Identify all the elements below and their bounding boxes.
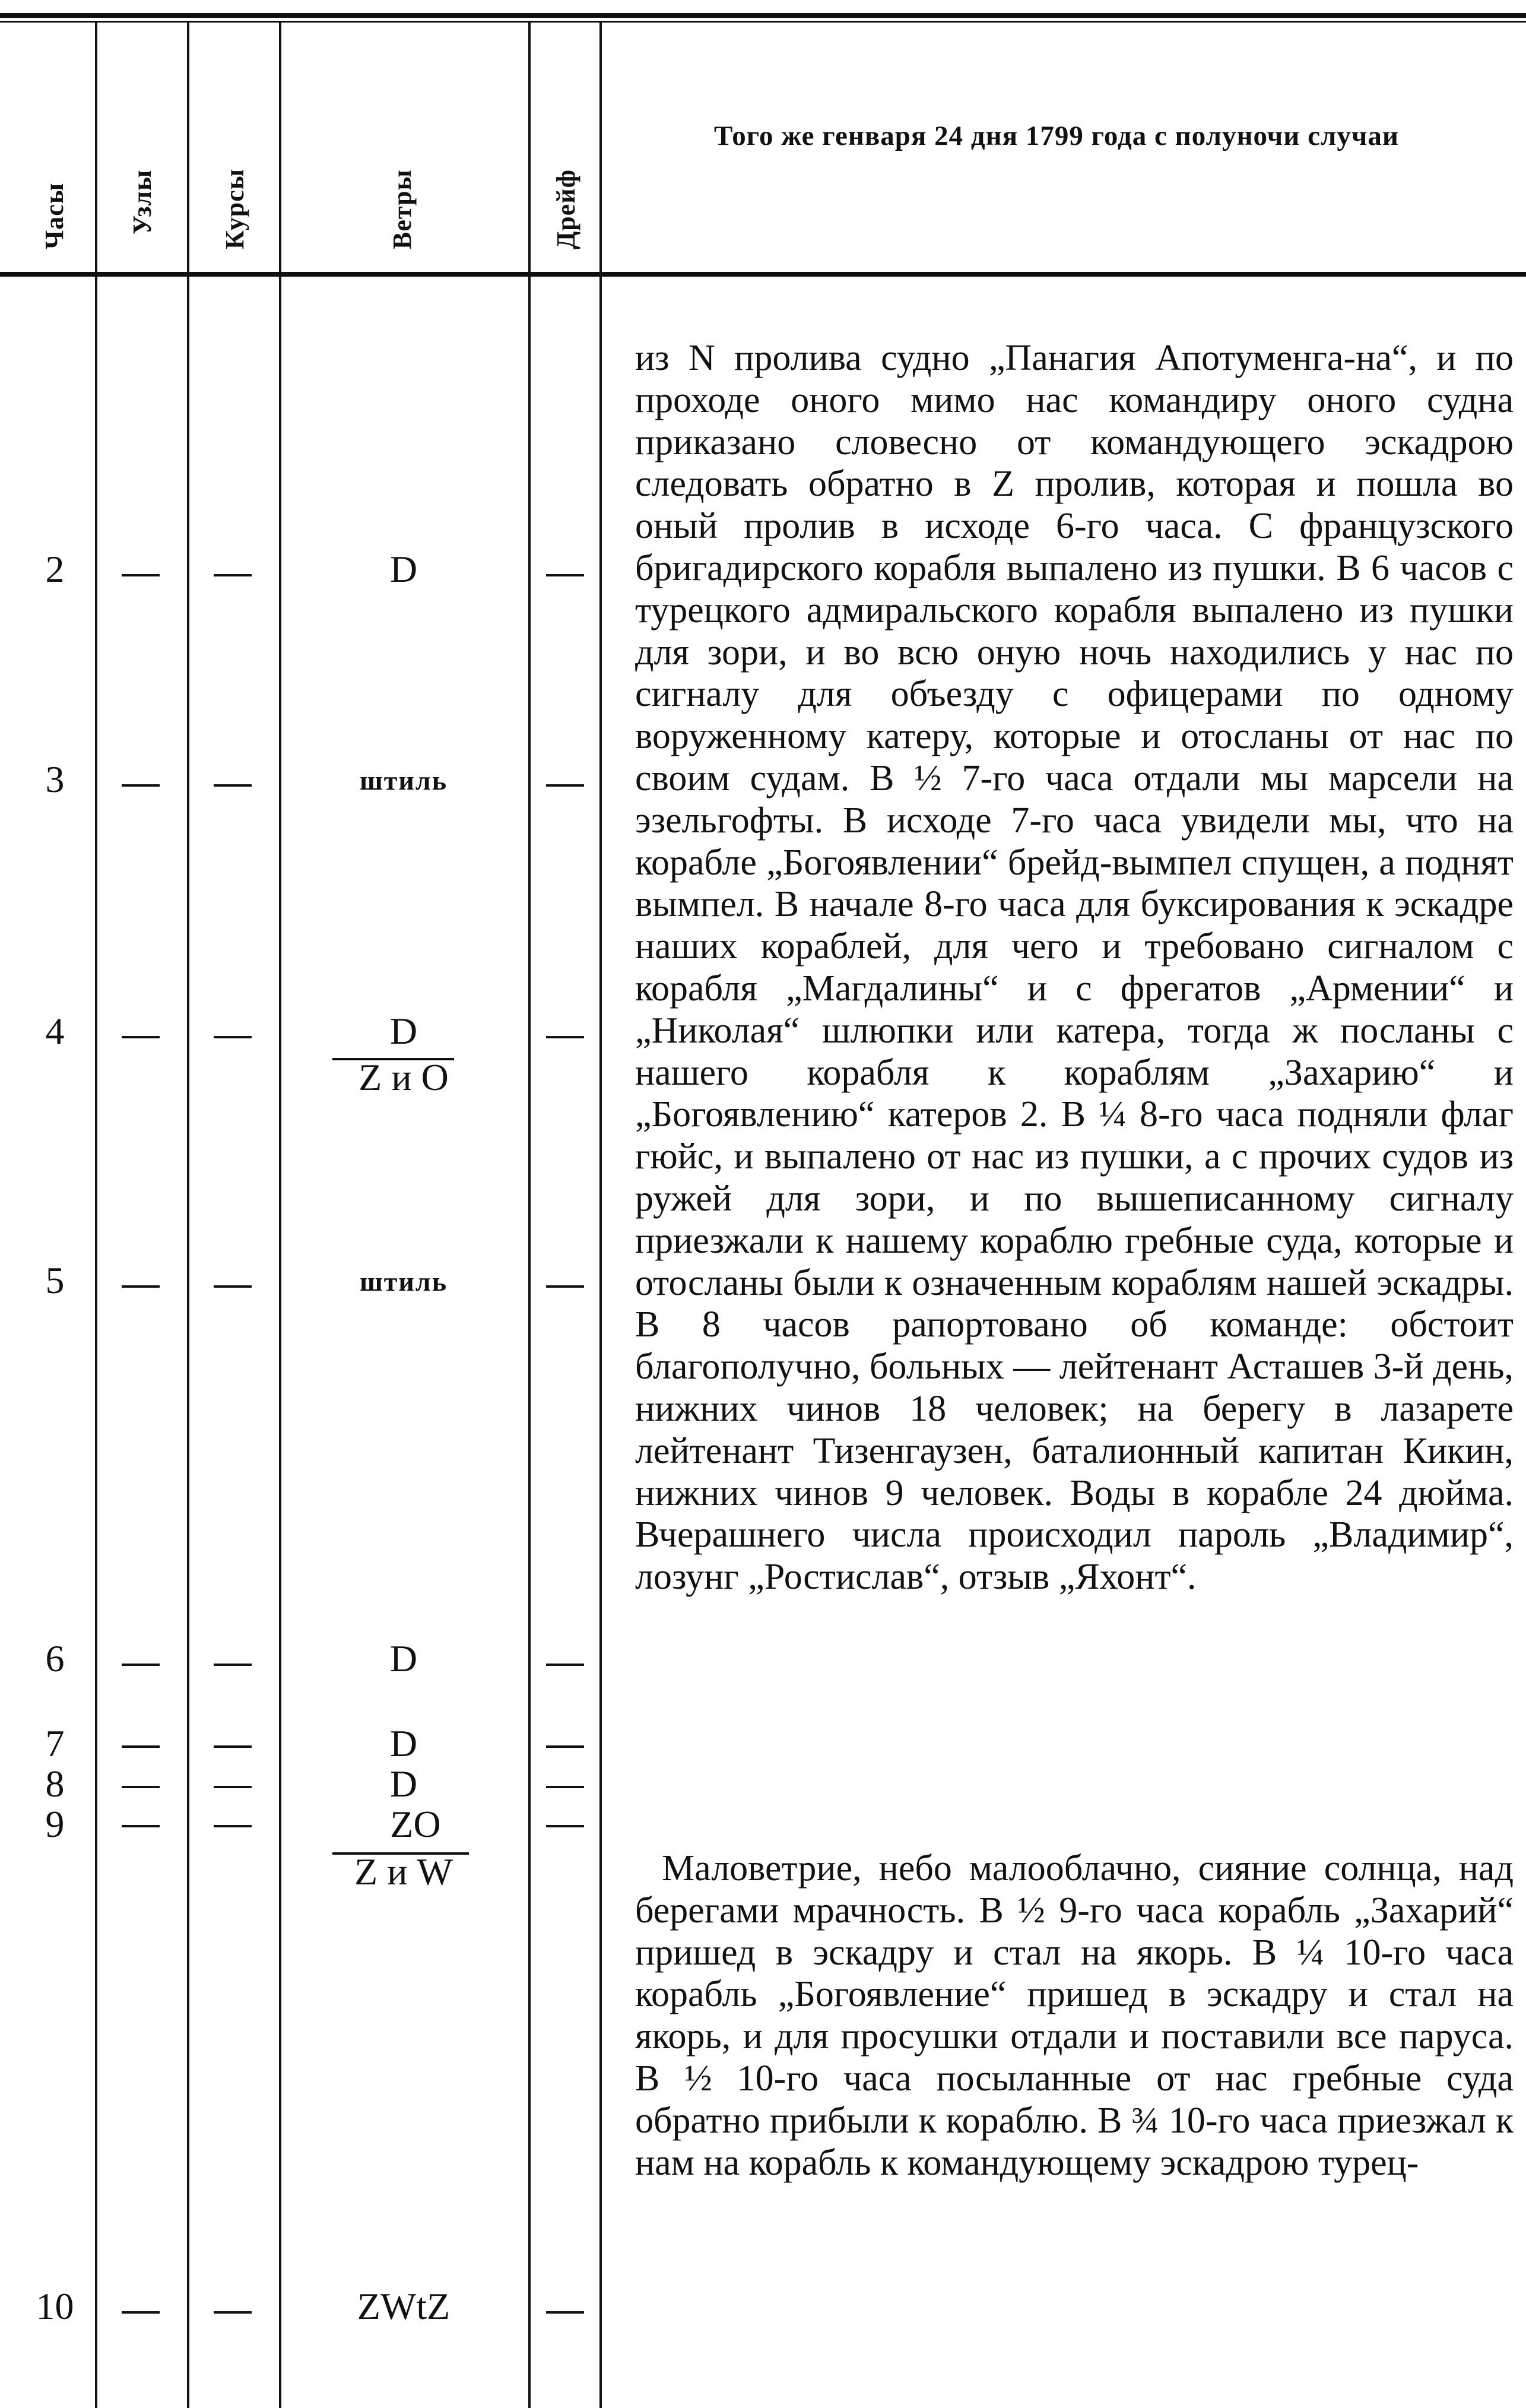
knots-dash xyxy=(122,1664,160,1666)
wind-cell: штиль xyxy=(359,765,448,796)
hour-cell: 4 xyxy=(45,1010,65,1052)
log-entry-paragraph: из N пролива судно „Панагия Апотуменга-на“, и по проходе оного мимо нас командиру оного судна приказано словесно от командующего эскадрою следовать обратно в Z пролив, которая и пошла во оный пролив в исходе 6-го часа. С французского бригадирского корабля выпалено из пушки. В 6 часов с турецкого адмиральского корабля выпалено из пушки для зори, и во всю оную ночь находились у нас по сигналу для объезду с офицерами по одному воруженному катеру, которые и отосланы от нас по своим судам. В ½ 7-го часа отдали мы марсели на эзельгофты. В исходе 7-го часа увидели мы, что на корабле „Богоявлении“ брейд-вымпел спущен, а поднят вымпел. В начале 8-го часа для буксирования к эскадре наших кораблей, для чего и требовано сигналом с корабля „Магдалины“ и с фрегатов „Армении“ и „Николая“ шлюпки или катера, тогда ж посланы с нашего корабля к кораблям „Захарию“ и „Богоявлению“ катеров 2. В ¼ 8-го часа подняли флаг гюйс, и выпалено от нас из пушки, а с прочих судов из ружей для зори, и по вышеписанному сигналу приезжали к нашему кораблю гребные суда, которые и отосланы были к означенным кораблям нашей эскадры. В 8 часов рапортовано об команде: обстоит благополучно, больных — лейтенант Асташев 3-й день, нижних чинов 18 человек; на берегу в лазарете лейтенант Тизенгаузен, баталионный капитан Кикин, нижних чинов 9 человек. Воды в корабле 24 дюйма. Вчерашнего числа происходил пароль „Владимир“, лозунг „Ростислав“, отзыв „Яхонт“. xyxy=(635,338,1514,1598)
hour-cell: 6 xyxy=(45,1637,65,1680)
hour-cell: 8 xyxy=(45,1763,65,1805)
hour-cell: 3 xyxy=(45,758,65,800)
course-dash xyxy=(214,574,252,576)
drift-dash xyxy=(546,1036,584,1038)
column-divider xyxy=(279,23,281,2408)
drift-dash xyxy=(546,1825,584,1827)
wind-cell-secondary: Z и W xyxy=(354,1851,453,1893)
column-divider xyxy=(187,23,189,2408)
wind-cell: D xyxy=(389,1722,418,1764)
course-dash xyxy=(214,1786,252,1788)
knots-dash xyxy=(122,1745,160,1748)
knots-dash xyxy=(122,784,160,787)
column-header-drift: Дрейф xyxy=(551,169,580,249)
log-row xyxy=(0,1722,599,1763)
knots-dash xyxy=(122,2311,160,2314)
drift-dash xyxy=(546,2311,584,2314)
drift-dash xyxy=(546,574,584,576)
drift-dash xyxy=(546,1664,584,1666)
column-header-knots: Узлы xyxy=(128,169,157,235)
drift-dash xyxy=(546,784,584,787)
hour-cell: 7 xyxy=(45,1722,65,1764)
knots-dash xyxy=(122,574,160,576)
wind-cell: D xyxy=(389,1763,418,1805)
log-row xyxy=(0,1802,599,1903)
course-dash xyxy=(214,1664,252,1666)
knots-dash xyxy=(122,1285,160,1288)
wind-cell: штиль xyxy=(359,1266,448,1297)
log-row xyxy=(0,1009,599,1110)
log-row xyxy=(0,1637,599,1690)
course-dash xyxy=(214,1825,252,1827)
log-entry-paragraph: Маловетрие, небо малооблачно, сияние солнца, над берегами мрачность. В ½ 9-го часа корабль „Захарий“ пришед в эскадру и стал на якорь. В ¼ 10-го часа корабль „Богоявление“ пришед в эскадру и стал на якорь, и для просушки отдали и поставили все паруса. В ½ 10-го часа посыланные от нас гребные суда обратно прибыли к кораблю. В ¾ 10-го часа приезжал к нам на корабль к командующему эскадрою турец- xyxy=(635,1848,1514,2183)
log-section-title: Того же генваря 24 дня 1799 года с полуночи случаи xyxy=(714,121,1399,151)
log-entry-text xyxy=(635,337,1514,1598)
column-divider xyxy=(95,23,97,2408)
drift-dash xyxy=(546,1786,584,1788)
course-dash xyxy=(214,1036,252,1038)
column-header-winds: Ветры xyxy=(388,169,417,249)
knots-dash xyxy=(122,1825,160,1827)
course-dash xyxy=(214,1285,252,1288)
drift-dash xyxy=(546,1285,584,1288)
hour-cell: 9 xyxy=(45,1803,65,1845)
log-row xyxy=(0,1259,599,1312)
knots-dash xyxy=(122,1036,160,1038)
column-divider xyxy=(528,23,531,2408)
top-rule-thin xyxy=(0,21,1526,23)
log-row xyxy=(0,2285,599,2338)
hour-cell: 5 xyxy=(45,1259,65,1301)
knots-dash xyxy=(122,1786,160,1788)
course-dash xyxy=(214,784,252,787)
top-rule-thick xyxy=(0,13,1526,18)
course-dash xyxy=(214,2311,252,2314)
wind-cell: ZO xyxy=(390,1803,441,1845)
log-entry-text xyxy=(635,1848,1514,2184)
hour-cell: 2 xyxy=(45,548,65,590)
wind-cell-secondary: Z и O xyxy=(359,1056,449,1098)
wind-cell: D xyxy=(389,548,418,590)
log-row xyxy=(0,547,599,601)
course-dash xyxy=(214,1745,252,1748)
column-header-courses: Курсы xyxy=(220,168,249,249)
hour-cell: 10 xyxy=(36,2285,74,2327)
header-bottom-rule xyxy=(0,272,1526,277)
wind-cell: D xyxy=(389,1010,418,1052)
wind-cell: ZWtZ xyxy=(357,2285,450,2327)
log-row xyxy=(0,1762,599,1804)
log-row xyxy=(0,758,599,811)
wind-cell: D xyxy=(389,1637,418,1680)
drift-dash xyxy=(546,1745,584,1748)
column-divider xyxy=(599,23,602,2408)
column-header-hours: Часы xyxy=(40,182,69,249)
